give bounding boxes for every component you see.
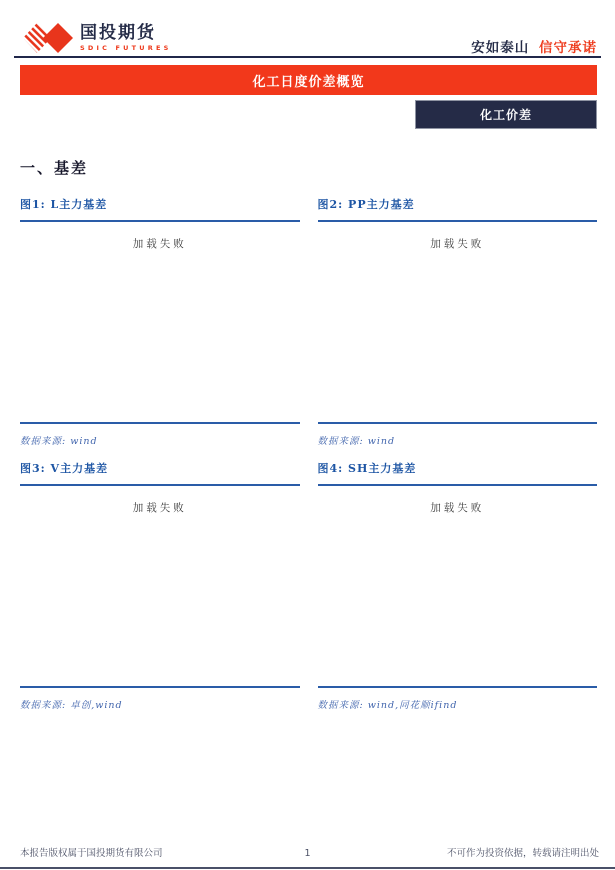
chart-block-4 [318,460,598,711]
chart-area [318,486,598,686]
logo-brand-cn: 国投期货 [80,23,156,44]
chart-load-error: 加载失败 [132,238,187,250]
chart-block-3 [20,460,300,711]
chart-load-error: 加载失败 [430,238,485,250]
header-divider [14,56,601,58]
chart-data-source: 数据来源: wind,同花顺ifind [318,686,598,711]
chart-data-source: 数据来源: wind [20,422,300,447]
logo-text [80,24,172,52]
chart-title: 图2: PP主力基差 [318,196,598,222]
report-title: 化工日度价差概览 [252,74,365,90]
logo-diamond-icon [24,22,74,54]
chart-area [20,486,300,686]
footer-copyright: 本报告版权属于国投期货有限公司 [20,848,163,859]
chart-area [20,222,300,422]
footer-disclaimer: 不可作为投资依据，转载请注明出处 [446,848,599,859]
chart-block-1 [20,196,300,447]
chart-block-2 [318,196,598,447]
chart-area [318,222,598,422]
chart-grid [20,196,597,711]
category-tag-label: 化工价差 [479,108,532,122]
slogan-part-1: 安如泰山 [471,40,530,56]
chart-load-error: 加载失败 [430,502,485,514]
chart-load-error: 加载失败 [132,502,187,514]
chart-title: 图4: SH主力基差 [318,460,598,486]
page-footer [0,842,615,870]
section-title: 一、基差 [20,159,89,177]
chart-data-source: 数据来源: 卓创,wind [20,686,300,711]
header-slogan [471,36,597,56]
slogan-part-2: 信守承诺 [539,40,597,56]
footer-page-number: 1 [304,848,311,859]
chart-data-source: 数据来源: wind [318,422,598,447]
chart-title: 图1: L主力基差 [20,196,300,222]
chart-title: 图3: V主力基差 [20,460,300,486]
report-title-banner [20,65,597,95]
company-logo [24,22,172,54]
footer-divider [0,867,615,869]
category-tag[interactable] [415,100,597,129]
logo-brand-en: SDIC FUTURES [80,43,172,52]
